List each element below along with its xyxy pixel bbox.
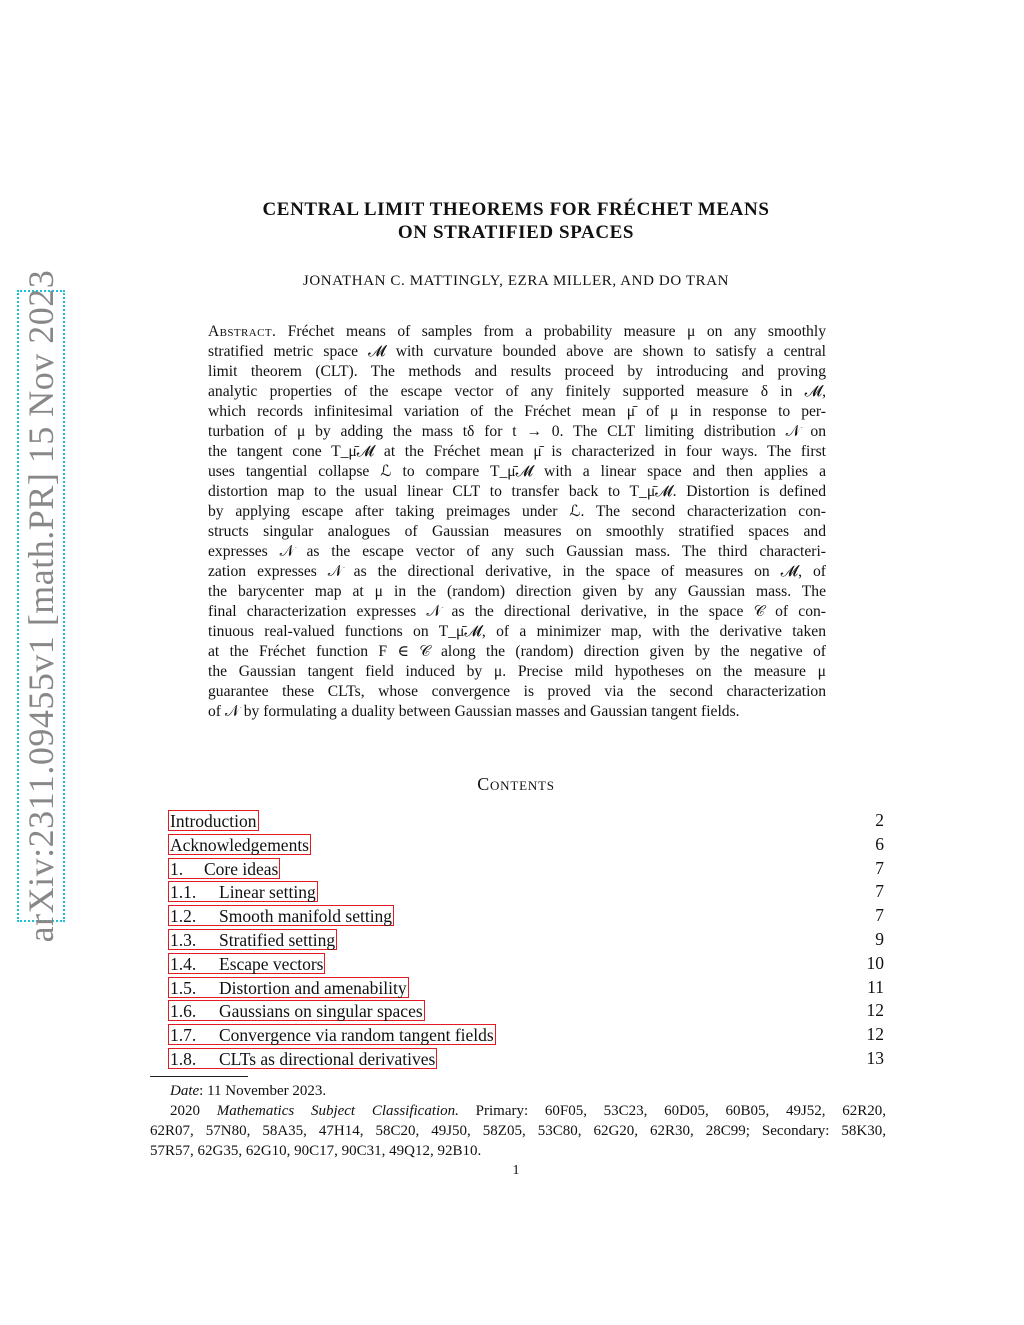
toc-page-number: 9 [875, 928, 884, 949]
toc-page-number: 6 [875, 833, 884, 854]
toc-entry [168, 1047, 886, 1071]
toc-link[interactable] [168, 905, 394, 926]
toc-entry [168, 976, 886, 1000]
abstract-line: limit theorem (CLT). The methods and results proceed by introducing and proving [208, 363, 826, 380]
toc-page-number: 7 [875, 905, 884, 926]
toc-section-number: 1.2. [170, 906, 197, 927]
paper-title-line-2: ON STRATIFIED SPACES [397, 222, 635, 243]
toc-page-number: 10 [866, 952, 884, 973]
toc-section-title: Core ideas [204, 858, 279, 879]
abstract-line: the Gaussian tangent field induced by μ. Precise mild hypotheses on the measure μ [208, 663, 826, 680]
toc-section-title: Acknowledgements [170, 834, 309, 855]
toc-section-title: Gaussians on singular spaces [219, 1001, 423, 1022]
abstract-line: zation expresses 𝒩 as the directional derivative, in the space of measures on 𝓜, of [208, 563, 826, 580]
toc-page-number: 12 [866, 1024, 884, 1045]
toc-link[interactable] [168, 953, 325, 974]
date-value: : 11 November 2023. [199, 1083, 327, 1099]
toc-entry [168, 904, 886, 928]
contents-heading: Contents [477, 774, 555, 794]
abstract-line: the tangent cone T_μ̄𝓜 at the Fréchet mean μ̄ is characterized in four ways. The first [208, 443, 826, 460]
msc-line-2: 62R07, 57N80, 58A35, 47H14, 58C20, 49J50, 58Z05, 53C80, 62G20, 62R30, 28C99; Secondary: 58K30, [150, 1123, 886, 1139]
toc-link[interactable] [168, 1048, 437, 1069]
toc-link[interactable] [168, 1024, 496, 1045]
toc-section-number: 1.6. [170, 1001, 197, 1022]
toc-section-number: 1.5. [170, 977, 197, 998]
toc-page-number: 2 [875, 810, 884, 830]
msc-line-1 [150, 1101, 886, 1121]
abstract-line: turbation of μ by adding the mass tδ for t → 0. The CLT limiting distribution 𝒩 on [208, 423, 826, 440]
msc-title: Mathematics Subject Classification. [216, 1103, 459, 1119]
toc-section-title: Convergence via random tangent fields [219, 1025, 494, 1046]
abstract [208, 322, 826, 722]
toc-link[interactable] [168, 929, 337, 950]
toc-entry [168, 809, 886, 833]
toc-section-title: Smooth manifold setting [219, 906, 393, 927]
toc-link[interactable] [168, 834, 311, 855]
paper-title-line-1: CENTRAL LIMIT THEOREMS FOR FRÉCHET MEANS [262, 199, 770, 220]
toc-section-number: 1.8. [170, 1048, 197, 1069]
toc-entry [168, 833, 886, 857]
toc-link[interactable] [168, 1000, 425, 1021]
abstract-line: final characterization expresses 𝒩 as the directional derivative, in the space 𝒞 of con- [208, 603, 826, 620]
abstract-line: distortion map to the usual linear CLT to transfer back to T_μ̄𝓜. Distortion is defined [208, 483, 826, 500]
date-label: Date [170, 1083, 200, 1099]
toc-entry [168, 952, 886, 976]
toc-link[interactable] [168, 810, 259, 831]
abstract-line: which records infinitesimal variation of the Fréchet mean μ̄ of μ in response to per- [208, 403, 826, 420]
toc-entry [168, 880, 886, 904]
page-number: 1 [512, 1163, 520, 1178]
toc-section-title: Distortion and amenability [219, 977, 407, 998]
toc-section-title: Escape vectors [219, 953, 324, 974]
toc-page-number: 12 [866, 1000, 884, 1021]
toc-page-number: 7 [875, 881, 884, 902]
abstract-label: Abstract. [208, 323, 277, 340]
abstract-line: expresses 𝒩 as the escape vector of any such Gaussian mass. The third characteri- [208, 543, 826, 560]
toc-section-title: CLTs as directional derivatives [219, 1048, 436, 1069]
toc-entry [168, 999, 886, 1023]
msc-line-3: 57R57, 62G35, 62G10, 90C17, 90C31, 49Q12, 92B10. [150, 1143, 482, 1159]
toc-page-number: 11 [867, 976, 884, 997]
footnote [150, 1081, 886, 1161]
abstract-line: at the Fréchet function F ∈ 𝒞 along the (random) direction given by the negative of [208, 643, 826, 660]
footnote-divider [150, 1076, 248, 1077]
author-list: JONATHAN C. MATTINGLY, EZRA MILLER, AND DO TRAN [302, 273, 730, 289]
toc-section-title: Introduction [170, 811, 257, 831]
abstract-line: by applying escape after taking preimages under ℒ. The second characterization con- [208, 503, 826, 520]
toc-section-number: 1.7. [170, 1025, 197, 1046]
toc-section-title: Stratified setting [219, 929, 336, 950]
toc-link[interactable] [168, 977, 409, 998]
toc-section-number: 1.3. [170, 929, 197, 950]
toc-section-number: 1. [170, 858, 184, 879]
table-of-contents [168, 809, 886, 1071]
toc-link[interactable] [168, 858, 280, 879]
abstract-line: stratified metric space 𝓜 with curvature bounded above are shown to satisfy a central [208, 343, 826, 360]
toc-page-number: 7 [875, 857, 884, 878]
abstract-line: tinuous real-valued functions on T_μ̄𝓜, of a minimizer map, with the derivative taken [208, 623, 826, 640]
arxiv-identifier-text: arXiv:2311.09455v1 [math.PR] 15 Nov 2023 [21, 269, 61, 943]
msc-year: 2020 [170, 1103, 217, 1119]
abstract-line: analytic properties of the escape vector of any finitely supported measure δ in 𝓜, [208, 383, 826, 400]
abstract-line: uses tangential collapse ℒ to compare T_μ̄𝓜 with a linear space and then applies a [208, 463, 826, 480]
toc-page-number: 13 [866, 1047, 884, 1068]
toc-entry [168, 928, 886, 952]
arxiv-identifier-stamp[interactable] [17, 269, 65, 943]
toc-section-title: Linear setting [219, 882, 316, 903]
abstract-line: the barycenter map at μ in the (random) direction given by any Gaussian mass. The [208, 583, 826, 600]
toc-link[interactable] [168, 881, 318, 902]
abstract-line-text: Fréchet means of samples from a probability measure μ on any smoothly [276, 323, 826, 340]
toc-entry [168, 1023, 886, 1047]
toc-section-number: 1.1. [170, 882, 197, 903]
abstract-line: of 𝒩 by formulating a duality between Gaussian masses and Gaussian tangent fields. [208, 703, 740, 720]
abstract-line: structs singular analogues of Gaussian measures on smoothly stratified spaces and [208, 523, 826, 540]
toc-section-number: 1.4. [170, 953, 197, 974]
msc-primary: Primary: 60F05, 53C23, 60D05, 60B05, 49J52, 62R20, [458, 1103, 887, 1119]
abstract-line: guarantee these CLTs, whose convergence is proved via the second characterization [208, 683, 826, 700]
abstract-line [208, 322, 826, 342]
date-line [150, 1081, 886, 1101]
toc-entry [168, 857, 886, 881]
